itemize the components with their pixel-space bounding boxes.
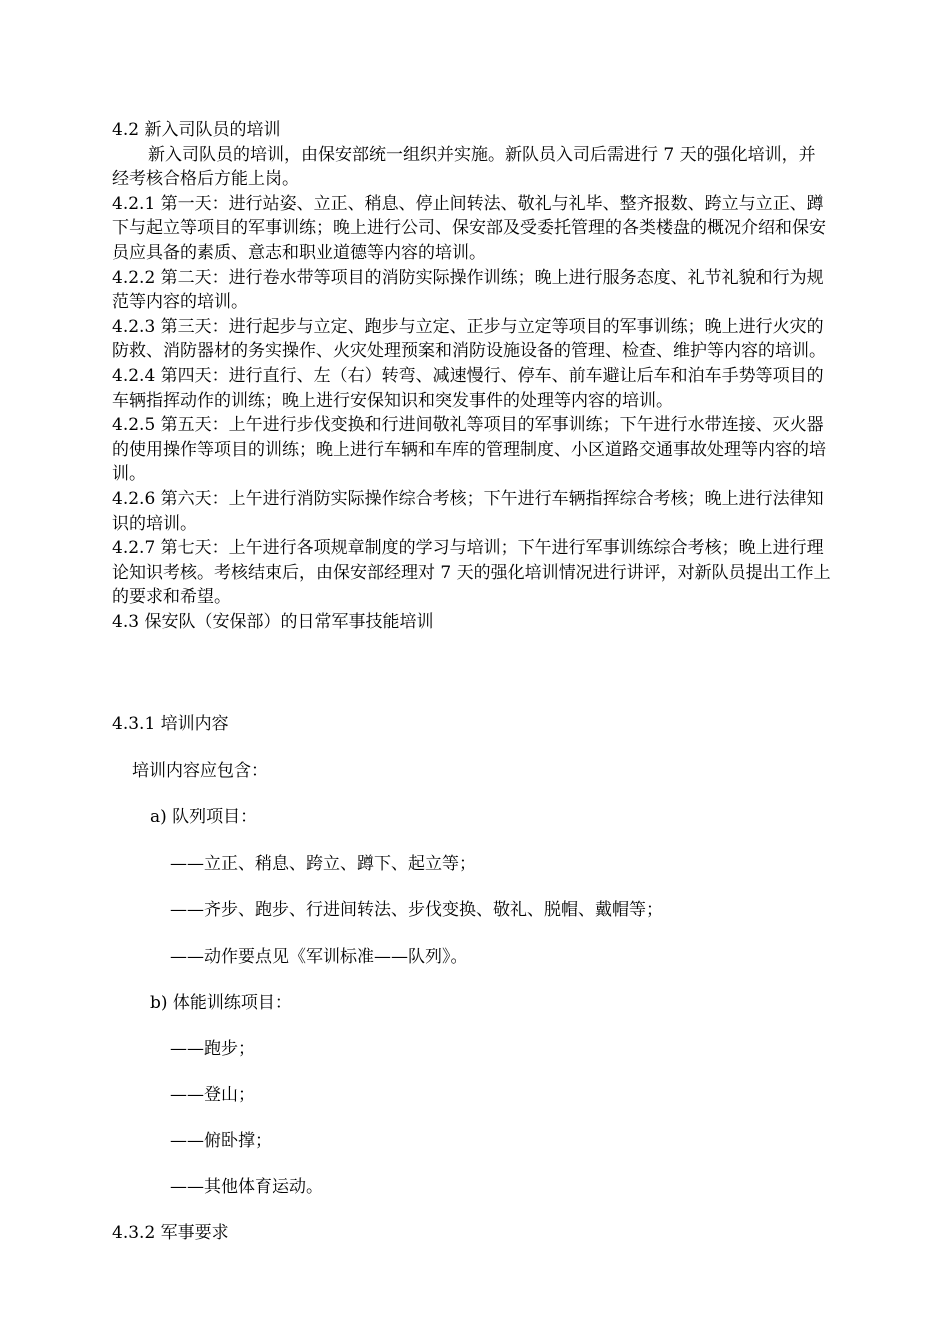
day-4-paragraph: 4.2.4 第四天：进行直行、左（右）转弯、减速慢行、停车、前车避让后车和泊车手势等项目的车辆指挥动作的训练；晚上进行安保知识和突发事件的处理等内容的培训。 — [112, 365, 824, 411]
day-1-paragraph: 4.2.1 第一天：进行站姿、立正、稍息、停止间转法、敬礼与礼毕、整齐报数、跨立与立正、蹲下与起立等项目的军事训练；晚上进行公司、保安部及受委托管理的各类楼盘的概况介绍和保安员应具备的素质、意志和职业道德等内容的培训。 — [112, 193, 826, 263]
section-4-2-heading: 4.2 新入司队员的培训 — [112, 120, 281, 140]
day-3-paragraph: 4.2.3 第三天：进行起步与立定、跑步与立定、正步与立定等项目的军事训练；晚上进行火灾的防救、消防器材的务实操作、火灾处理预案和消防设施设备的管理、检查、维护等内容的培训。 — [112, 316, 826, 362]
item-a-line-1: ——立正、稍息、跨立、蹲下、起立等； — [170, 854, 476, 874]
section-4-2-intro: 新入司队员的培训，由保安部统一组织并实施。新队员入司后需进行 7 天的强化培训，并经考核合格后方能上岗。 — [112, 144, 816, 190]
section-4-3-2-heading: 4.3.2 军事要求 — [112, 1223, 229, 1243]
section-4-2 — [112, 118, 832, 634]
day-6-paragraph: 4.2.6 第六天：上午进行消防实际操作综合考核；下午进行车辆指挥综合考核；晚上进行法律知识的培训。 — [112, 488, 824, 534]
item-b-line-2: ——登山； — [170, 1085, 255, 1105]
item-a-line-2: ——齐步、跑步、行进间转法、步伐变换、敬礼、脱帽、戴帽等； — [170, 900, 663, 920]
day-2-paragraph: 4.2.2 第二天：进行卷水带等项目的消防实际操作训练；晚上进行服务态度、礼节礼貌和行为规范等内容的培训。 — [112, 267, 824, 313]
content-lead: 培训内容应包含： — [132, 761, 268, 781]
section-4-3-1-heading: 4.3.1 培训内容 — [112, 714, 229, 734]
item-a-label: a) 队列项目： — [150, 807, 258, 827]
day-7-paragraph: 4.2.7 第七天：上午进行各项规章制度的学习与培训；下午进行军事训练综合考核；晚上进行理论知识考核。考核结束后，由保安部经理对 7 天的强化培训情况进行讲评，对新队员提出工作上的要求和希望。 — [112, 538, 831, 608]
item-b-line-1: ——跑步； — [170, 1039, 255, 1059]
item-a-line-3: ——动作要点见《军训标准——队列》。 — [170, 947, 468, 967]
item-b-line-4: ——其他体育运动。 — [170, 1177, 323, 1197]
item-b-label: b) 体能训练项目： — [150, 993, 292, 1013]
section-4-3-heading: 4.3 保安队（安保部）的日常军事技能培训 — [112, 611, 434, 632]
day-5-paragraph: 4.2.5 第五天：上午进行步伐变换和行进间敬礼等项目的军事训练；下午进行水带连接、灭火器的使用操作等项目的训练；晚上进行车辆和车库的管理制度、小区道路交通事故处理等内容的培训。 — [112, 415, 826, 485]
item-b-line-3: ——俯卧撑； — [170, 1131, 272, 1151]
